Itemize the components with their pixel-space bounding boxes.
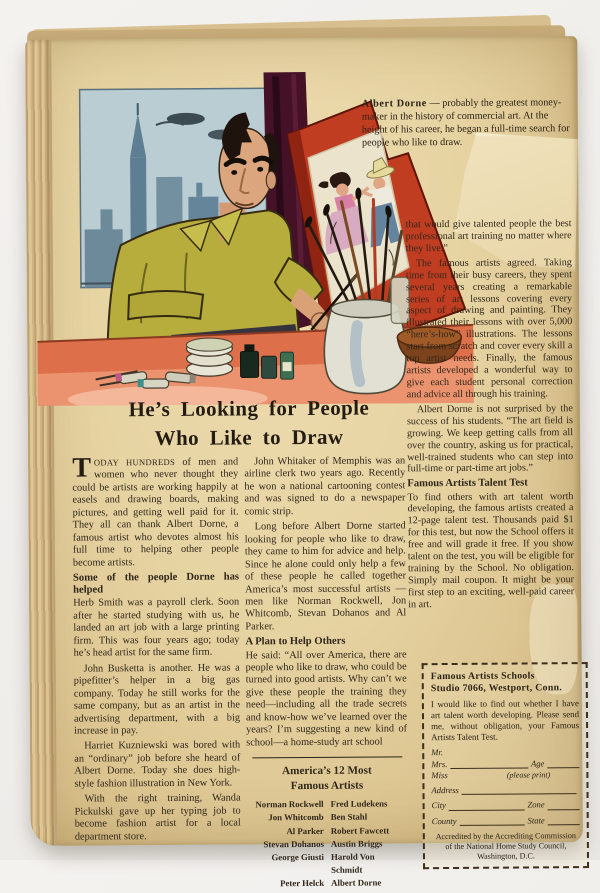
paragraph: Herb Smith was a payroll clerk. Soon after he started studying with us, he landed an art job with a large printing firm. This was four years ago; today he’s head artist for the same firm. xyxy=(73,597,239,660)
state-blank-line xyxy=(548,815,580,825)
back-cover-page xyxy=(25,36,583,846)
zone-blank-line xyxy=(548,800,580,810)
field-mr: Mr. xyxy=(431,746,579,757)
famous-artists-list xyxy=(247,798,409,891)
drop-cap: T xyxy=(72,457,94,479)
artist-name: Al Parker xyxy=(247,825,324,839)
artist-name: Jon Whitcomb xyxy=(247,811,324,825)
paragraph: Long before Albert Dorne started looking for people who like to draw, they came to him for advice and help. Since he alone could only help a few of these people he called together America’s most successful artists —men like Norman Rockwell, Jon Whitcomb, Stevan Dohanos and Al Parker. xyxy=(245,521,407,634)
paragraph: John Busketta is another. He was a pipefitter’s helper in a big gas company. Today he still works for the same company, but as an artist in the advertising department, with a big increase in pay. xyxy=(74,662,241,738)
artist-name: Fred Ludekens xyxy=(331,798,408,812)
coupon-body: I would like to find out whether I have art talent worth developing. Please send me, without obligation, your Famous Artists Talent Test. xyxy=(431,699,579,743)
artist-name: Peter Helck xyxy=(247,877,324,891)
address-blank-line xyxy=(462,785,577,796)
column-left xyxy=(72,456,241,846)
artist-name: Stevan Dohanos xyxy=(247,838,324,852)
field-city-zone: City Zone xyxy=(432,800,580,811)
paragraph: Harriet Kuzniewski was bored with an “ordinary” job before she heard of Albert Dorne. Today she does high-style fashion illustration in New York. xyxy=(74,740,240,791)
paragraph: With the right training, Wanda Pickulski gave up her typing job to become fashion artist for a local department store. xyxy=(75,793,241,844)
paragraph xyxy=(72,456,239,569)
headline-line2: Who Like to Draw xyxy=(84,422,414,453)
artist-name: Harold Von Schmidt xyxy=(331,850,408,877)
paragraph: that would give talented people the best professional art training no matter where they live.” xyxy=(406,218,572,255)
artist-name: Norman Rockwell xyxy=(247,798,324,812)
coupon-studio-address: Studio 7066, Westport, Conn. xyxy=(431,682,579,695)
field-miss: Miss (please print) xyxy=(431,769,579,780)
field-address: Address xyxy=(431,784,579,795)
caption-name: Albert Dorne xyxy=(362,98,427,109)
paragraph: To find others with art talent worth developing, the famous artists created a 12-page talent test. Thousands paid $1 for this test, but now the School offers it free and will grade it free. If you show talent on the test, you will be eligible for training by the School. No obligation. Simply mail coupon. It might be your first step to an exciting, well-paid career in art. xyxy=(407,491,574,611)
column-middle xyxy=(244,455,408,891)
artist-name: George Giusti xyxy=(247,851,324,878)
lead-smallcaps: ODAY HUNDREDS xyxy=(94,457,175,468)
age-blank-line xyxy=(547,758,579,768)
divider-rule xyxy=(252,756,402,758)
city-blank-line xyxy=(449,800,525,811)
headline xyxy=(84,393,414,453)
paragraph: John Whitaker of Memphis was an airline clerk two years ago. Recently he won a national cartooning contest and was signed to do a newspaper comic strip. xyxy=(244,455,405,518)
paragraph: The famous artists agreed. Taking time from their busy careers, they spent several years creating a remarkable series of art lessons covering every aspect of drawing and painting. They illustrated their lessons with over 5,000 “here’s-how” illustrations. The lessons start from scratch and cover every skill a top artist needs. Finally, the famous artists developed a wonderful way to give each student personal correction and advice all through his training. xyxy=(406,257,573,401)
coupon-accreditation: Accredited by the Accrediting Commission of the National Home Study Council, Washington, D.C. xyxy=(432,831,580,862)
subhead-people-helped: Some of the people Dorne has helped xyxy=(73,572,239,598)
coupon-school-name: Famous Artists Schools xyxy=(431,670,579,683)
mail-in-coupon xyxy=(422,662,589,870)
artist-name: Robert Fawcett xyxy=(331,824,408,838)
paragraph: Albert Dorne is not surprised by the success of his students. “The art field is growing. We keep getting calls from all over the country, asking us for practical, well-trained students who can step into full-time or part-time art jobs.” xyxy=(407,403,573,476)
paragraph: He said: “All over America, there are people who like to draw, who could be turned into good artists. Why can’t we give these people the training they need—including all the trade secrets and know-how we’ve learned over the years? I’m suggesting a new kind of school—a home-study art school xyxy=(246,649,408,750)
artist-name: Albert Dorne xyxy=(331,877,408,891)
caption-text: — probably the greatest money-maker in the history of commercial art. At the height of his career, he began a full-time search for people who like to draw. xyxy=(362,97,570,149)
artist-name: Austin Briggs xyxy=(331,837,408,851)
county-blank-line xyxy=(460,816,525,826)
caption-albert-dorne xyxy=(362,96,574,150)
name-blank-line xyxy=(450,758,528,769)
comic-book-back-cover xyxy=(25,14,587,848)
field-county-state: County State xyxy=(432,815,580,826)
artists-heading: America’s 12 Most Famous Artists xyxy=(262,764,392,794)
column-right xyxy=(406,218,575,614)
subhead-plan-to-help: A Plan to Help Others xyxy=(245,636,406,649)
subhead-talent-test: Famous Artists Talent Test xyxy=(407,477,573,490)
artist-name: Ben Stahl xyxy=(331,811,408,825)
headline-line1: He’s Looking for People xyxy=(84,393,414,424)
please-print-note: (please print) xyxy=(478,770,580,780)
palette-tins xyxy=(186,338,232,376)
paragraph-text: of men and women who never thought they could be artists are working happily at easels and drawing boards, making pictures, and getting well paid for it. They all can thank Albert Dorne, a famous artist who devotes almost his full time to helping other people become artists. xyxy=(72,456,239,568)
field-mrs-age: Mrs. Age xyxy=(431,758,579,769)
